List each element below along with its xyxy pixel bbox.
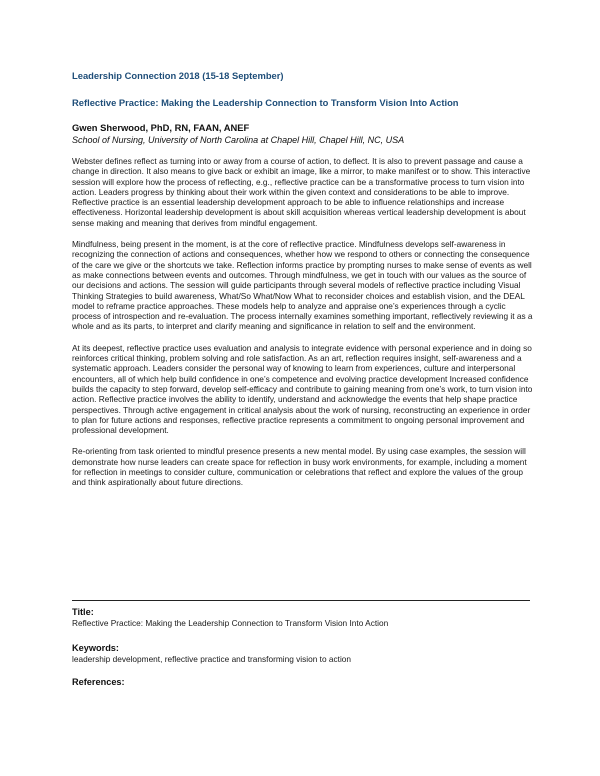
abstract-paragraph: Re-orienting from task oriented to mindful presence presents a new mental model. By using case examples, the session will demonstrate how nurse leaders can create space for reflection in busy work environments, for example, including a moment for reflection in meetings to consider culture, communication or celebrations that reflect and explore the values of the group and think aspirationally about future directions. bbox=[72, 446, 527, 488]
abstract-title: Reflective Practice: Making the Leadership Connection to Transform Vision Into Action bbox=[72, 97, 459, 108]
conference-heading: Leadership Connection 2018 (15-18 September) bbox=[72, 70, 284, 81]
abstract-paragraph: Webster defines reflect as turning into or away from a course of action, to deflect. It is also to prevent passage and cause a change in direction. It also means to give back or exhibit an image, like a mirror, to make manifest or to show. This interactive session will explore how the process of reflecting, e.g., reflective practice can be a transformative process to turn vision into action. Leaders progress by thinking about their work within the given context and considerations to be able to improve. Reflective practice is an essential leadership development approach to be able to influence relationships and increase effectiveness. Horizontal leadership development is about skill acquisition whereas vertical leadership development is about sense making and meaning that derives from mindful engagement. bbox=[72, 156, 531, 228]
section-divider bbox=[72, 600, 530, 601]
author-name: Gwen Sherwood, PhD, RN, FAAN, ANEF bbox=[72, 122, 250, 133]
title-value: Reflective Practice: Making the Leadership Connection to Transform Vision Into Action bbox=[72, 618, 389, 628]
keywords-value: leadership development, reflective practice and transforming vision to action bbox=[72, 654, 352, 664]
author-affiliation: School of Nursing, University of North Carolina at Chapel Hill, Chapel Hill, NC, USA bbox=[72, 135, 405, 145]
abstract-body bbox=[72, 156, 534, 499]
abstract-paragraph: At its deepest, reflective practice uses evaluation and analysis to integrate evidence with personal experience and in doing so reinforces critical thinking, problem solving and role satisfaction. As an art, reflection requires insight, self-awareness and a systematic approach. Leaders consider the personal way of knowing to learn from experiences, culture and interpersonal encounters, all of which help build confidence in one’s competence and evolving practice development Increased confidence builds the capacity to step forward, develop self-efficacy and contribute to gaining meaning from one’s work, to turn vision into action. Reflective practice involves the ability to identify, understand and acknowledge the events that help shape practice perspectives. Through active engagement in critical analysis about the work of nursing, reconstructing an experience in order to plan for future actions and responses, reflective practice represents a commitment to ongoing personal improvement and professional development. bbox=[72, 342, 533, 436]
references-section bbox=[72, 677, 542, 688]
abstract-paragraph: Mindfulness, being present in the moment, is at the core of reflective practice. Mindfulness develops self-awareness in recognizing the connection of actions and consequences, whether how we respond to others or connecting the consequence of the care we give or the shortcuts we take. Reflection informs practice by prompting nurses to make sense of events as well as make connections between events and outcomes. Through mindfulness, we get in touch with our values as the source of our decisions and actions. The session will guide participants through several models of reflective practice including Visual Thinking Strategies to build awareness, What/So What/Now What to reconsider choices and establish vision, and the DEAL model to reframe practice approaches. These models help to analyze and appraise one’s experiences through a cyclic process of introspection and re-evaluation. The process internally examines something important, reflectively reviewing it as a whole and as its parts, to interpret and clarify meaning and significance in relation to self and the environment. bbox=[72, 239, 533, 332]
title-label: Title: bbox=[72, 607, 94, 617]
keywords-label: Keywords: bbox=[72, 643, 119, 653]
keywords-section bbox=[72, 643, 542, 665]
title-section bbox=[72, 607, 542, 629]
references-label: References: bbox=[72, 677, 125, 687]
